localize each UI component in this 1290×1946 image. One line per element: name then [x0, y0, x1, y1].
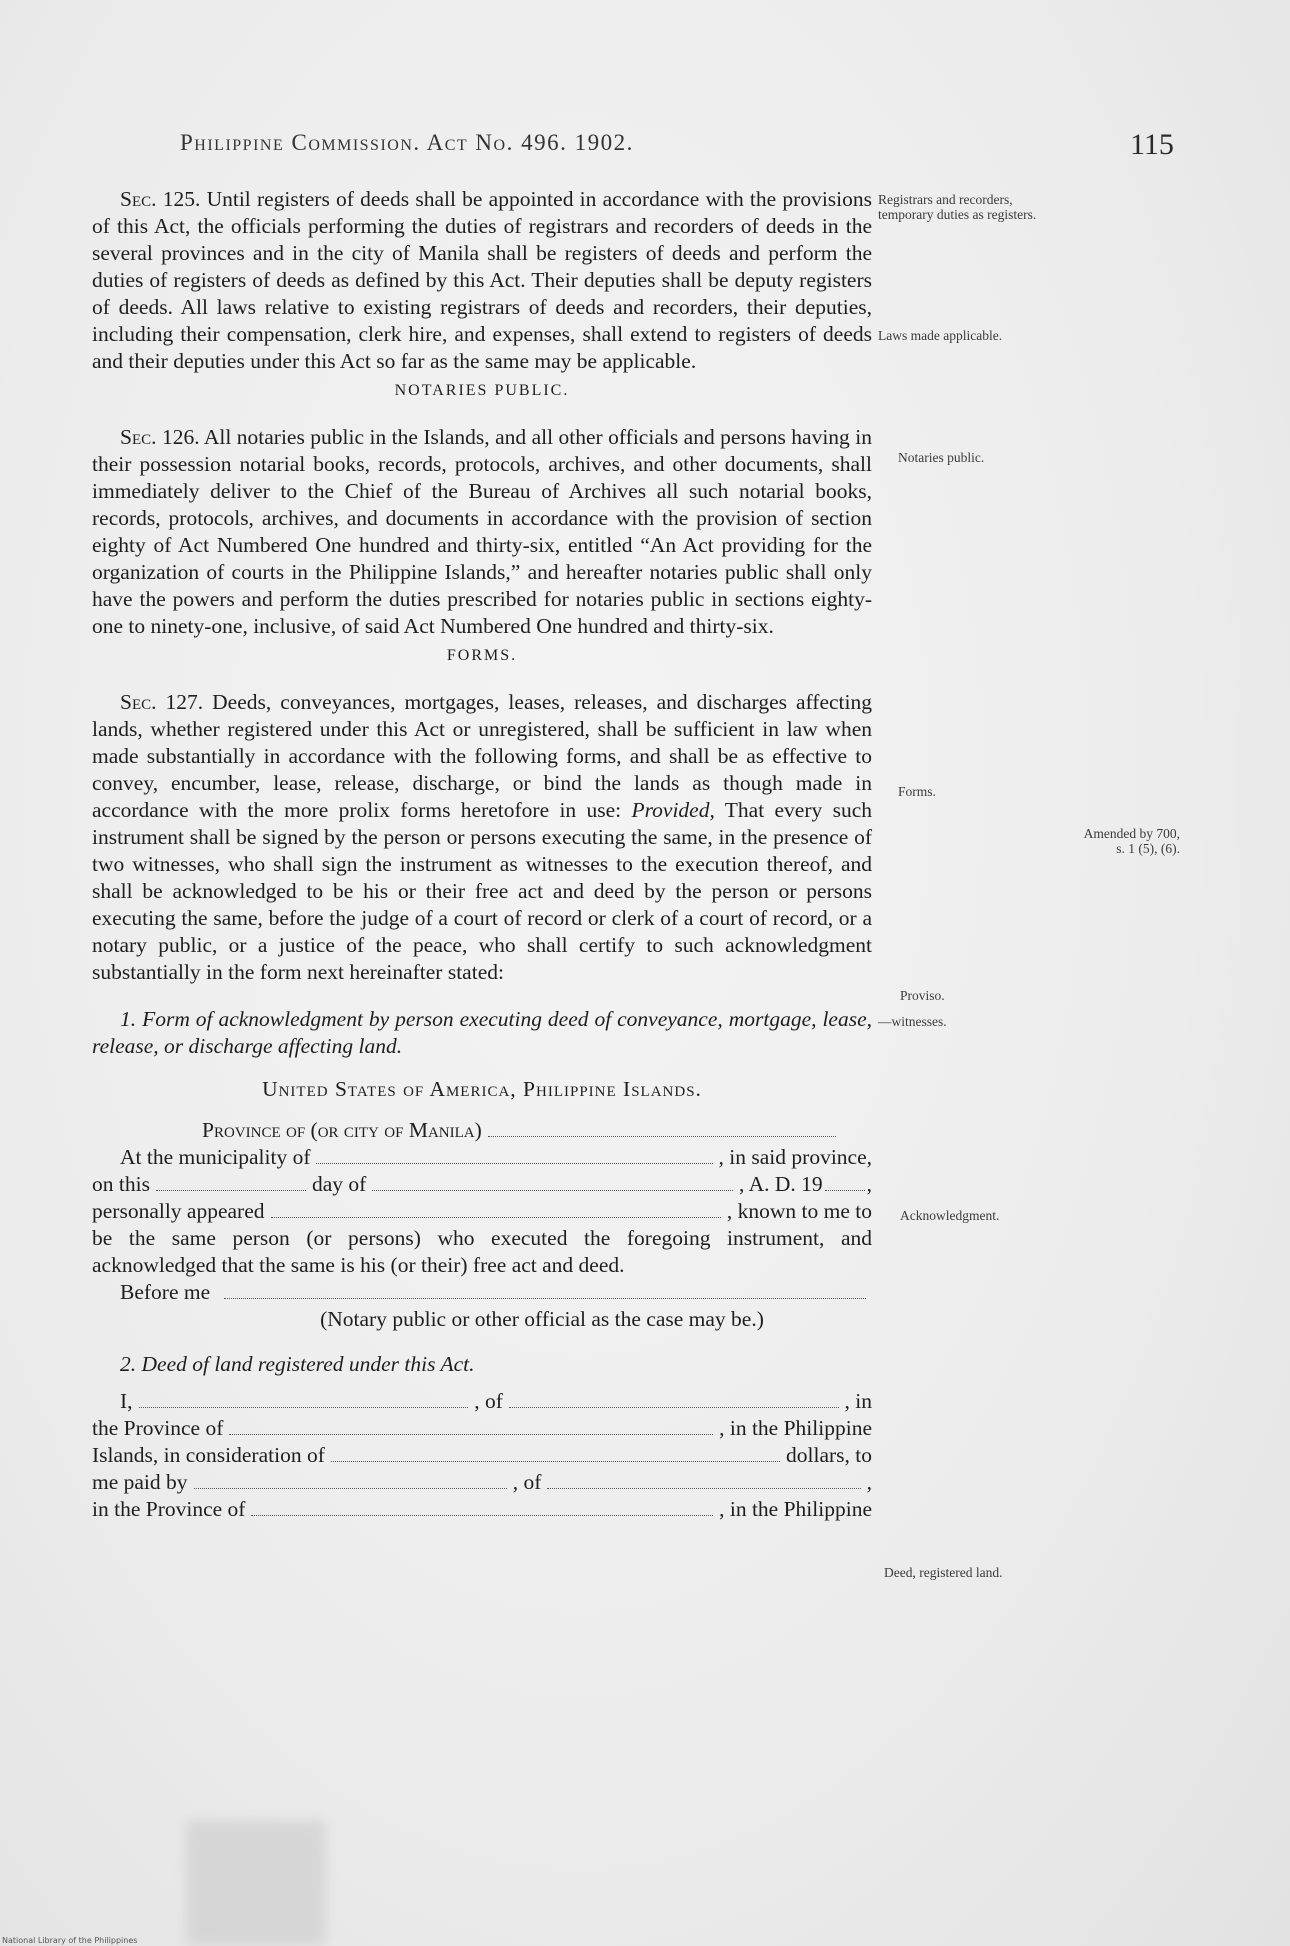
form-text: At the municipality of: [120, 1145, 311, 1169]
form-text: dollars, to: [786, 1443, 872, 1467]
heading-notaries: NOTARIES PUBLIC.: [394, 382, 570, 399]
form-text: the Province of: [92, 1416, 224, 1440]
signature-field: [224, 1283, 866, 1299]
margin-note-deed: Deed, registered land.: [884, 1565, 1003, 1580]
section-127: [92, 689, 872, 986]
form-text: me paid by: [92, 1470, 188, 1494]
section-text: Until registers of deeds shall be appointed in accordance with the provisions of this Act, the officials performing the duties of registrars and recorders of deeds in the several provinces and in the city of Manila shall be registers of deeds and perform the duties of registers of deeds as defined by this Act. Their deputies shall be deputy registers of deeds. All laws relative to existing registrars of deeds and recorders, their deputies, including their compensation, clerk hire, and expenses, shall extend to registers of deeds and their deputies under this Act so far as the same may be applicable.: [92, 187, 873, 373]
blank-field: [271, 1202, 721, 1218]
section-label: Sec. 126.: [120, 425, 200, 449]
form1-before-me: [92, 1279, 872, 1306]
form-text: , in the Philippine: [719, 1416, 872, 1440]
section-text: All notaries public in the Islands, and all other officials and persons having in their possession notarial books, records, protocols, archives, and other documents, shall immediately deliver to the Chief of the Bureau of Archives all such notarial books, records, protocols, archives, and documents in accordance with the provision of section eighty of Act Numbered One hundred and thirty-six, entitled “An Act providing for the organization of courts in the Philippine Islands,” and hereafter notaries public shall only have the powers and perform the duties prescribed for notaries public in sections eighty-one to ninety-one, inclusive, of said Act Numbered One hundred and thirty-six.: [92, 425, 872, 638]
margin-note-registrars: Registrars and recorders, temporary duties as registers.: [878, 192, 1037, 222]
form-text: on this: [92, 1172, 150, 1196]
main-text: [92, 186, 872, 1523]
form2-line2: [92, 1415, 872, 1442]
scan-source-note: National Library of the Philippines: [2, 1936, 138, 1945]
form2-line4: [92, 1469, 872, 1496]
form1-line3: [92, 1198, 872, 1225]
margin-note-amended: Amended by 700, s. 1 (5), (6).: [1083, 826, 1180, 856]
section-label: Sec. 125.: [120, 187, 201, 211]
margin-note-notaries: Notaries public.: [898, 450, 985, 465]
blank-field: [488, 1121, 836, 1137]
scan-smudge: [186, 1820, 326, 1946]
form1-title: 1. Form of acknowledgment by person executing deed of conveyance, mortgage, lease, release, or discharge affecting land.: [92, 1007, 872, 1058]
blank-field: [372, 1175, 733, 1191]
form-text: I,: [120, 1389, 133, 1413]
page-number: 115: [1130, 128, 1174, 161]
heading-forms: FORMS.: [446, 647, 518, 664]
form-text: Before me: [120, 1280, 211, 1304]
blank-field: [229, 1419, 713, 1435]
form-text: , of: [474, 1389, 503, 1413]
form-text: in the Province of: [92, 1497, 246, 1521]
blank-field: [139, 1392, 469, 1408]
form-text: , known to me to: [726, 1199, 872, 1223]
form-text: ,: [866, 1470, 872, 1494]
form2-line5: [92, 1496, 872, 1523]
running-head: Philippine Commission. Act No. 496. 1902.: [180, 130, 634, 155]
blank-field: [194, 1473, 507, 1489]
form-text: , of: [512, 1470, 542, 1494]
margin-note-witnesses: —witnesses.: [878, 1014, 947, 1029]
margin-note-laws: Laws made applicable.: [878, 328, 1003, 343]
form1-province-line: [92, 1117, 842, 1144]
blank-field: [156, 1175, 306, 1191]
form-text: Islands, in consideration of: [92, 1443, 325, 1467]
blank-field: [509, 1392, 839, 1408]
form-text: , in: [844, 1389, 873, 1413]
form-text: Province of (or city of Manila): [202, 1118, 482, 1142]
section-126: [92, 424, 872, 640]
blank-field: [825, 1175, 865, 1191]
section-125: [92, 186, 872, 375]
blank-field: [547, 1473, 860, 1489]
form1-body: be the same person (or persons) who executed the foregoing instrument, and acknowledged that the same is his (or their) free act and deed.: [92, 1226, 872, 1277]
section-text: Deeds, conveyances, mortgages, leases, releases, and discharges affecting lands, whether registered under this Act or unregistered, shall be sufficient in law when made substantially in accordance with the following forms, and shall be as effective to convey, encumber, lease, release, discharge, or bind the lands as though made in accordance with the more prolix forms heretofore in use:: [92, 690, 873, 822]
section-label: Sec. 127.: [120, 690, 204, 714]
form-text: ,: [866, 1172, 872, 1196]
form2-line1: [92, 1388, 872, 1415]
margin-note-acknowledgment: Acknowledgment.: [900, 1208, 1000, 1223]
form2-line3: [92, 1442, 872, 1469]
form1-official-note: (Notary public or other official as the case may be.): [320, 1307, 764, 1331]
proviso-word: Provided,: [631, 798, 715, 822]
margin-note-proviso: Proviso.: [900, 988, 945, 1003]
form-text: , in said province,: [718, 1145, 872, 1169]
form-text: , in the Philippine: [719, 1497, 872, 1521]
form1-line2: [92, 1171, 872, 1198]
form1-line1: [92, 1144, 872, 1171]
section-text: That every such instrument shall be signed by the person or persons executing the same, in the presence of two witnesses, who shall sign the instrument as witnesses to the execution thereof, and shall be acknowledged to be his or their free act and deed by the person or persons executing the same, before the judge of a court of record or clerk of a court of record, or a notary public, or a justice of the peace, who shall certify to such acknowledgment substantially in the form next hereinafter stated:: [92, 798, 872, 984]
blank-field: [251, 1500, 713, 1516]
blank-field: [316, 1148, 712, 1164]
margin-note-forms: Forms.: [898, 784, 936, 799]
blank-field: [331, 1446, 780, 1462]
form2-title: 2. Deed of land registered under this Act.: [120, 1352, 475, 1376]
form-text: , A. D. 19: [739, 1172, 823, 1196]
form-text: personally appeared: [92, 1199, 265, 1223]
form-text: day of: [311, 1172, 367, 1196]
form1-country: United States of America, Philippine Islands.: [262, 1077, 702, 1101]
